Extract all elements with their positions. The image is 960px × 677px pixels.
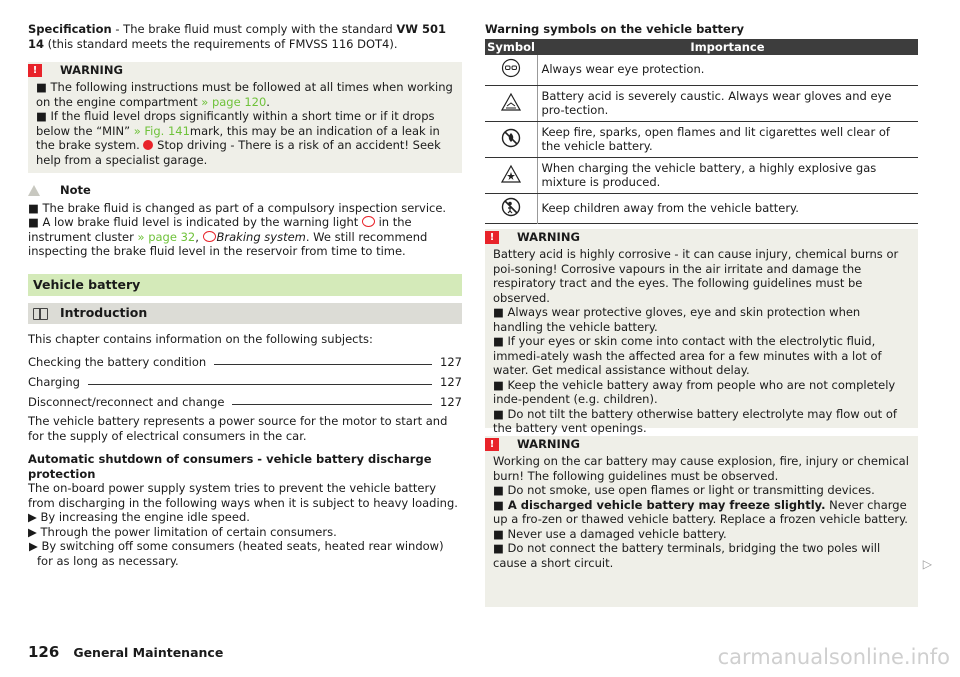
specification-text-end: (this standard meets the requirements of FMVSS 116 DOT4). xyxy=(44,36,398,51)
warning-bullet-1-end: . xyxy=(266,94,270,109)
toc-label: Checking the battery condition xyxy=(28,354,207,369)
page-footer xyxy=(28,643,223,661)
continue-arrow-icon: ▷ xyxy=(922,556,932,571)
column-header-importance: Importance xyxy=(537,39,918,55)
toc-page: 127 xyxy=(440,374,462,389)
toc-label: Disconnect/reconnect and change xyxy=(28,394,225,409)
brake-warning-light-icon xyxy=(143,140,153,150)
no-fire-icon xyxy=(501,128,521,148)
warning-exclamation-icon: ! xyxy=(28,64,42,77)
braking-system-italic: Braking system xyxy=(216,229,306,244)
column-header-symbol: Symbol xyxy=(485,39,537,55)
page-link-32[interactable]: » page 32 xyxy=(137,229,196,244)
warning-body xyxy=(28,78,462,175)
table-row xyxy=(485,157,918,193)
table-header-row xyxy=(485,39,918,55)
toc-leader-line xyxy=(88,384,432,385)
footer-section: General Maintenance xyxy=(73,644,224,660)
warning-symbols-table xyxy=(485,39,918,224)
importance-cell: Keep children away from the vehicle battery. xyxy=(541,200,799,215)
toc-item-charging[interactable] xyxy=(28,369,462,389)
keep-children-away-icon xyxy=(501,197,521,217)
table-row xyxy=(485,193,918,223)
note-bullet-1: ■ The brake fluid is changed as part of a compulsory inspection service. xyxy=(28,200,447,215)
warning-item-3: ■ Keep the vehicle battery away from people who are not completely inde-pendent (e.g. children). xyxy=(493,377,896,406)
battery-paragraph: The vehicle battery represents a power source for the motor to start and for the supply of electrical consumers in the car. xyxy=(28,414,448,443)
toc-leader-line xyxy=(232,404,432,405)
section-title-text: Vehicle battery xyxy=(33,276,141,292)
introduction-title: Introduction xyxy=(60,305,148,321)
warning-item-3: ■ Never use a damaged vehicle battery. xyxy=(493,526,727,541)
warning-header xyxy=(28,62,462,78)
table-title: Warning symbols on the vehicle battery xyxy=(485,22,745,36)
warning-bullet-1-text: ■ The following instructions must be followed at all times when working on the engine compartment xyxy=(36,80,453,109)
warning-body xyxy=(485,245,918,444)
note-bullet-2-text4: . We still recommend inspecting the brake fluid level in the reservoir from time to time. xyxy=(28,229,428,258)
warning-bullet-2-text2: mark, this may be an indication of a leak in the brake system. xyxy=(36,123,440,152)
importance-cell: Battery acid is severely caustic. Always wear gloves and eye pro-tection. xyxy=(537,85,918,121)
toc-list xyxy=(28,349,462,409)
importance-cell: Keep fire, sparks, open flames and lit cigarettes well clear of the vehicle battery. xyxy=(537,121,918,157)
auto-item-3: ▶ By switching off some consumers (heated seats, heated rear window) for as long as necessary. xyxy=(29,539,444,568)
note-bullet-2-text2: in the instrument cluster xyxy=(28,215,412,244)
eye-protection-icon xyxy=(501,58,521,78)
symbol-cell xyxy=(485,55,537,85)
standard-code: VW 501 14 xyxy=(28,22,446,51)
toc-page: 127 xyxy=(440,354,462,369)
watermark: carmanualsonline.info xyxy=(717,645,950,669)
symbol-cell xyxy=(485,193,537,223)
table-row xyxy=(485,121,918,157)
page-link-120[interactable]: » page 120 xyxy=(201,94,267,109)
section-title-vehicle-battery xyxy=(28,274,462,296)
warning-title: WARNING xyxy=(60,62,123,77)
warning-item-2 xyxy=(493,498,910,527)
warning-exclamation-icon: ! xyxy=(485,438,499,451)
warning-box-acid xyxy=(485,229,918,435)
warning-bullet-2 xyxy=(36,109,454,167)
warning-exclamation-icon: ! xyxy=(485,231,499,244)
warning-title: WARNING xyxy=(517,229,580,244)
warning-header xyxy=(485,229,918,245)
toc-item-checking[interactable] xyxy=(28,349,462,369)
importance-cell: When charging the vehicle battery, a highly explosive gas mixture is produced. xyxy=(537,157,918,193)
symbol-cell xyxy=(485,157,537,193)
note-bullet-2-comma: , xyxy=(195,229,203,244)
symbol-cell xyxy=(485,85,537,121)
warning-title: WARNING xyxy=(517,436,580,451)
auto-item-1: ▶ By increasing the engine idle speed. xyxy=(28,510,250,524)
note-triangle-icon xyxy=(28,185,40,196)
warning-header xyxy=(485,436,918,452)
warning-item-2-bold: ■ A discharged vehicle battery may freeze slightly. xyxy=(493,497,826,512)
toc-label: Charging xyxy=(28,374,80,389)
warning-body xyxy=(485,452,918,578)
toc-leader-line xyxy=(214,364,432,365)
warning-item-4: ■ Do not connect the battery terminals, bridging the two poles will cause a short circuit. xyxy=(493,541,881,570)
note-title: Note xyxy=(60,183,91,197)
warning-item-1: ■ Always wear protective gloves, eye and skin protection when handling the vehicle battery. xyxy=(493,305,861,334)
table-row xyxy=(485,55,918,85)
auto-item-2: ▶ Through the power limitation of certain consumers. xyxy=(28,524,337,539)
auto-shutdown-text: The on-board power supply system tries to prevent the vehicle battery from discharging in the following ways when it is subject to heavy loading. xyxy=(28,481,458,510)
warning-intro: Working on the car battery may cause explosion, fire, injury or chemical burn! The following guidelines must be observed. xyxy=(493,454,909,483)
specification-label: Specification xyxy=(28,22,112,36)
importance-cell: Always wear eye protection. xyxy=(537,55,918,85)
warning-item-1: ■ Do not smoke, use open flames or light or transmitting devices. xyxy=(493,483,875,497)
warning-item-4: ■ Do not tilt the battery otherwise battery electrolyte may flow out of the battery vent openings. xyxy=(493,406,897,435)
warning-intro: Battery acid is highly corrosive - it can cause injury, chemical burns or poi-soning! Corrosive vapours in the air irritate and damage the respiratory tract and the eyes. The following guidelines must be observed. xyxy=(493,247,899,305)
auto-shutdown-title: Automatic shutdown of consumers - vehicle battery discharge protection xyxy=(28,452,432,481)
note-header xyxy=(28,183,462,198)
warning-item-2-text: Never charge up a fro-zen or thawed vehicle battery. Replace a frozen vehicle battery. xyxy=(493,497,908,526)
warning-item-2: ■ If your eyes or skin come into contact with the electrolytic fluid, immedi-ately wash the affected area for a few minutes with a lot of water. Get medical assistance without delay. xyxy=(493,334,882,377)
table-row xyxy=(485,85,918,121)
caustic-acid-icon xyxy=(501,92,521,112)
symbol-cell xyxy=(485,121,537,157)
braking-system-icon xyxy=(203,231,216,242)
specification-paragraph xyxy=(28,22,462,51)
specification-text: - The brake fluid must comply with the standard xyxy=(111,22,397,36)
toc-item-disconnect[interactable] xyxy=(28,389,462,409)
note-block xyxy=(28,183,462,259)
intro-text: This chapter contains information on the following subjects: xyxy=(28,332,373,346)
auto-shutdown-block xyxy=(28,452,462,568)
note-bullet-2-text: ■ A low brake fluid level is indicated by the warning light xyxy=(28,215,362,229)
page-number: 126 xyxy=(28,643,60,661)
toc-page: 127 xyxy=(440,394,462,409)
explosive-gas-icon xyxy=(501,164,521,184)
warning-box-explosion xyxy=(485,436,932,607)
figure-link-141[interactable]: » Fig. 141 xyxy=(133,123,190,138)
book-icon xyxy=(33,308,48,320)
warning-bullet-2-text: ■ If the fluid level drops significantly within a short time or if it drops below the “MIN” xyxy=(36,109,435,138)
warning-bullet-1 xyxy=(36,80,454,109)
subsection-introduction xyxy=(28,303,462,324)
warning-bullet-2-text3: Stop driving - There is a risk of an accident! Seek help from a specialist garage. xyxy=(36,138,441,167)
note-bullet-2 xyxy=(28,215,462,259)
warning-box-brake xyxy=(28,62,462,173)
brake-light-icon xyxy=(362,216,375,227)
